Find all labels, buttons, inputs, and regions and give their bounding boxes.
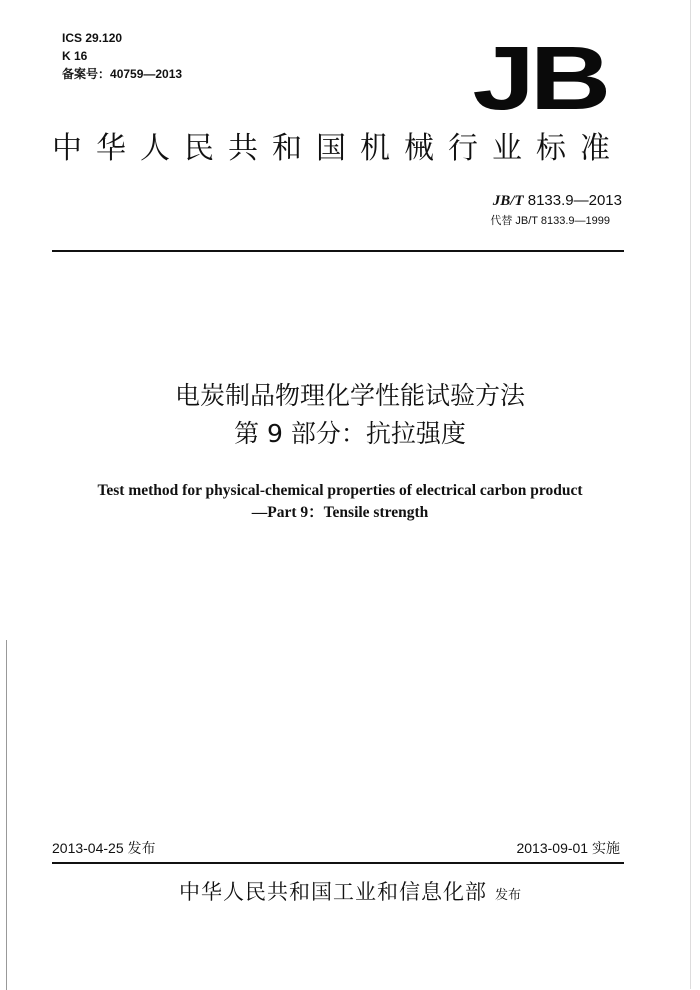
title-en-line2: —Part 9：Tensile strength <box>251 504 429 521</box>
record-number <box>62 65 182 83</box>
standard-number-value: 8133.9—2013 <box>523 192 622 209</box>
footer-divider <box>52 862 624 864</box>
publisher-suffix: 发布 <box>494 888 521 903</box>
replaces-standard: 代替 JB/T 8133.9—1999 <box>490 215 610 227</box>
standard-number <box>493 192 622 210</box>
scan-edge-line-right <box>690 0 691 989</box>
title-en-line1: Test method for physical-chemical properties of electrical carbon product <box>97 482 583 499</box>
record-label: 备案号： <box>62 67 111 81</box>
title-cn-line1: 电炭制品物理化学性能试验方法 <box>174 381 525 410</box>
record-value: 40759—2013 <box>110 67 183 81</box>
jb-logo: JB <box>472 29 607 129</box>
org-title: 中华人民共和国机械行业标准 <box>52 131 624 166</box>
publisher <box>0 876 700 906</box>
ics-code: ICS 29.120 <box>62 31 123 45</box>
k-code: K 16 <box>62 49 88 63</box>
header-divider <box>52 250 624 252</box>
standard-prefix: JB/T <box>492 193 524 209</box>
scan-edge-line <box>6 640 7 990</box>
issue-date: 2013-04-25 发布 <box>52 840 156 856</box>
title-cn-line2: 第 9 部分：抗拉强度 <box>234 419 466 448</box>
implement-date: 2013-09-01 实施 <box>516 840 620 856</box>
publisher-name: 中华人民共和国工业和信息化部 <box>178 880 487 904</box>
